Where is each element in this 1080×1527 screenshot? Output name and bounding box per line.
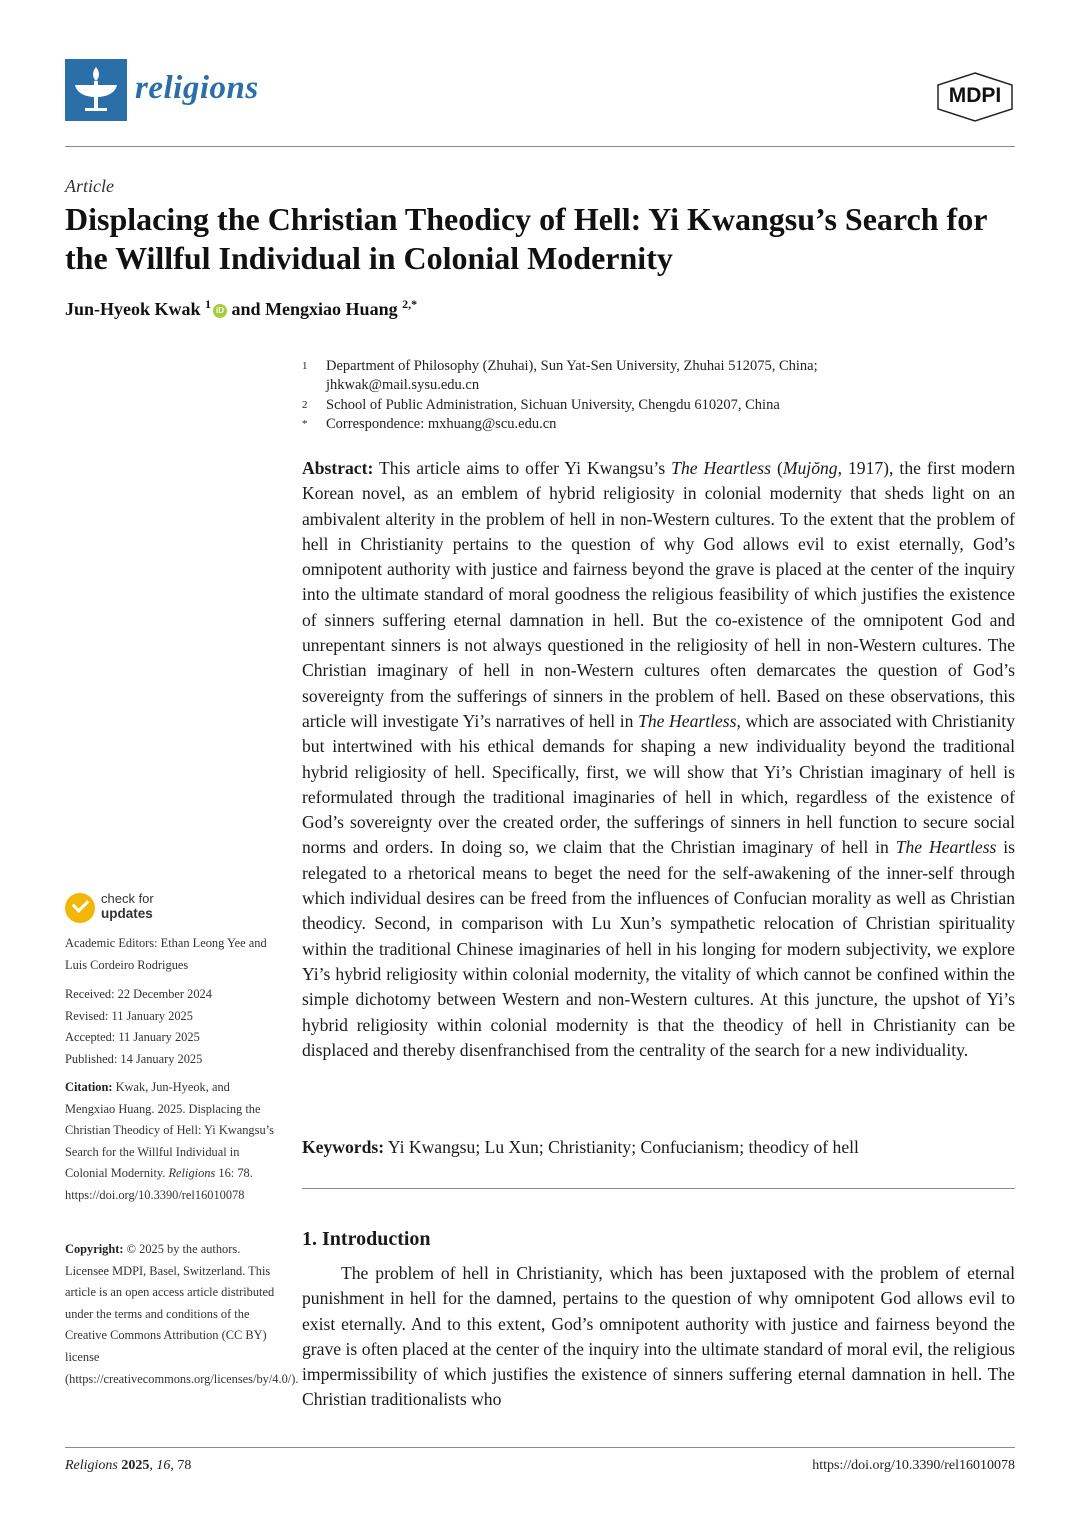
book-title: The Heartless — [638, 710, 737, 731]
correspondence[interactable]: Correspondence: mxhuang@scu.edu.cn — [326, 416, 557, 432]
author-affil-marker: 1 — [205, 297, 212, 311]
copyright-text: © 2025 by the authors. Licensee MDPI, Basel, Switzerland. This article is an open access article distributed under the terms and conditions of the Creative Commons Attribution (CC BY) license (https://creativecommons.org/licenses/by/4.0/). — [65, 1242, 299, 1386]
chalice-icon — [65, 59, 127, 121]
citation-text: Kwak, Jun-Hyeok, and Mengxiao Huang. 2025. Displacing the Christian Theodicy of Hell: Yi Kwangsu’s Search for the Willful Individual in Colonial Modernity. — [65, 1080, 274, 1181]
book-title: The Heartless — [671, 458, 771, 478]
citation — [65, 1077, 277, 1207]
check-for-updates[interactable] — [65, 891, 205, 927]
footer-volume: , 16 — [149, 1458, 171, 1473]
footer-journal: Religions — [65, 1458, 118, 1473]
keywords-label: Keywords: — [302, 1137, 385, 1157]
editors-label: Academic Editors: — [65, 936, 158, 950]
check-icon — [65, 893, 95, 923]
academic-editors — [65, 933, 277, 976]
author-name[interactable]: Jun-Hyeok Kwak — [65, 299, 201, 319]
author-affil-marker: 2,* — [402, 297, 418, 311]
header-rule — [65, 146, 1015, 147]
editors-names: Ethan Leong Yee and Luis Cordeiro Rodrigues — [65, 936, 267, 972]
book-title-korean: Mujŏng — [782, 458, 838, 478]
affiliation — [0, 376, 1080, 396]
abstract-text: This article aims to offer Yi Kwangsu’s — [373, 458, 672, 478]
affiliation-text: Department of Philosophy (Zhuhai), Sun Yat-Sen University, Zhuhai 512075, China; — [326, 358, 818, 374]
abstract-text: ( — [771, 458, 783, 478]
footer-page: , 78 — [170, 1458, 192, 1473]
journal-name[interactable]: religions — [135, 70, 259, 106]
author-name[interactable]: Mengxiao Huang — [265, 299, 398, 319]
section-heading: 1. Introduction — [302, 1228, 431, 1250]
publisher-logo[interactable] — [934, 72, 1016, 122]
abstract-text: is relegated to a rhetorical means to beget the need for the self-awakening of the inner-self through which individual desires can be freed from the influences of Confucian morality as well as Christian theodicy. Second, in comparison with Lu Xun’s sympathetic relocation of Christian spirituality within the traditional Chinese imaginaries of hell in his longing for modern subjectivity, we explore Yi’s hybrid religiosity within colonial modernity, the vitality of which cannot be confined within the simple dichotomy between Western and non-Western cultures. At this juncture, the upshot of Yi’s hybrid religiosity within colonial modernity is that the theodicy of hell in Christianity can be displaced and thereby disenfranchised from the centrality of the search for a new individuality. — [302, 837, 1016, 1060]
citation-journal: Religions — [168, 1166, 216, 1181]
affiliation — [0, 396, 1080, 416]
citation-label: Citation: — [65, 1080, 113, 1094]
check-line2: updates — [101, 906, 153, 921]
publisher-name: MDPI — [948, 84, 1002, 107]
copyright-label: Copyright: — [65, 1242, 124, 1256]
abstract-label: Abstract: — [302, 458, 374, 478]
citation-doi[interactable]: 16: 78. https://doi.org/10.3390/rel16010078 — [65, 1166, 253, 1202]
footer-doi[interactable]: https://doi.org/10.3390/rel16010078 — [812, 1458, 1015, 1473]
abstract — [302, 456, 1015, 1063]
publication-dates — [65, 984, 277, 1070]
affiliation — [0, 415, 1080, 435]
author-conjunction: and — [231, 299, 261, 319]
orcid-icon[interactable]: iD — [213, 304, 227, 318]
revised-date: Revised: 11 January 2025 — [65, 1008, 193, 1023]
accepted-date: Accepted: 11 January 2025 — [65, 1030, 200, 1045]
affiliation-number: 2 — [302, 399, 308, 411]
check-line1: check for — [101, 891, 154, 906]
journal-logo — [65, 59, 127, 121]
footer-citation — [65, 1458, 191, 1474]
keywords-text: Yi Kwangsu; Lu Xun; Christianity; Confucianism; theodicy of hell — [384, 1137, 859, 1157]
section-rule — [302, 1188, 1015, 1189]
affiliation-text: School of Public Administration, Sichuan University, Chengdu 610207, China — [326, 397, 780, 413]
received-date: Received: 22 December 2024 — [65, 987, 212, 1001]
footer-year: 2025 — [117, 1458, 150, 1473]
book-title: The Heartless — [895, 837, 997, 858]
abstract-text: , 1917), the first modern Korean novel, as an emblem of hybrid religiosity in colonial modernity that sheds light on an ambivalent alterity in the problem of hell in non-Western cultures. To the extent that the problem of hell in Christianity pertains to the question of why God allows evil to exist eternally, God’s omnipotent authority with justice and fairness beyond the grave is placed at the center of the inquiry into the ultimate standard of moral goodness the religious feasibility of which justifies the existence of sinners suffering eternal damnation in hell. But the co-existence of the omnipotent God and unrepentant sinners is not always questioned in the religiosity of hell in non-Western cultures. The Christian imaginary of hell in non-Western cultures often demarcates the question of God’s sovereignty from the sufferings of sinners in the problem of hell. Based on these observations, this article will investigate Yi’s narratives of hell in — [302, 458, 1015, 731]
article-type: Article — [65, 176, 114, 196]
introduction-paragraph: The problem of hell in Christianity, which has been juxtaposed with the problem of eternal punishment in hell for the damned, pertains to the question of why omnipotent God allows evil to exist eternally. And to this extent, God’s omnipotent authority with justice and fairness beyond the grave is often placed at the center of the inquiry into the ultimate standard of moral evil, the religious impermissibility of which justifies the existence of sinners suffering eternal damnation in hell. The Christian traditionalists who — [302, 1263, 1015, 1410]
affiliation — [0, 357, 1080, 377]
author-list — [65, 297, 417, 320]
affiliation-email[interactable]: jhkwak@mail.sysu.edu.cn — [326, 377, 480, 393]
affiliation-number: * — [302, 418, 308, 430]
copyright — [65, 1239, 299, 1390]
keywords — [302, 1135, 1015, 1160]
abstract-text: , which are associated with Christianity but intertwined with his ethical demands for shaping a new individuality beyond the traditional hybrid religiosity of hell. Specifically, first, we will show that Yi’s Christian imaginary of hell is reformulated through the traditional imaginaries of hell in which, regardless of the existence of God’s sovereignty over the created order, the sufferings of sinners in hell function to secure social norms and orders. In doing so, we claim that the Christian imaginary of hell in — [302, 710, 1015, 858]
paper-title: Displacing the Christian Theodicy of Hell: Yi Kwangsu’s Search for the Willful Individual in Colonial Modernity — [65, 201, 987, 276]
footer-rule — [65, 1447, 1015, 1448]
affiliation-number: 1 — [302, 360, 308, 372]
published-date: Published: 14 January 2025 — [65, 1051, 203, 1066]
